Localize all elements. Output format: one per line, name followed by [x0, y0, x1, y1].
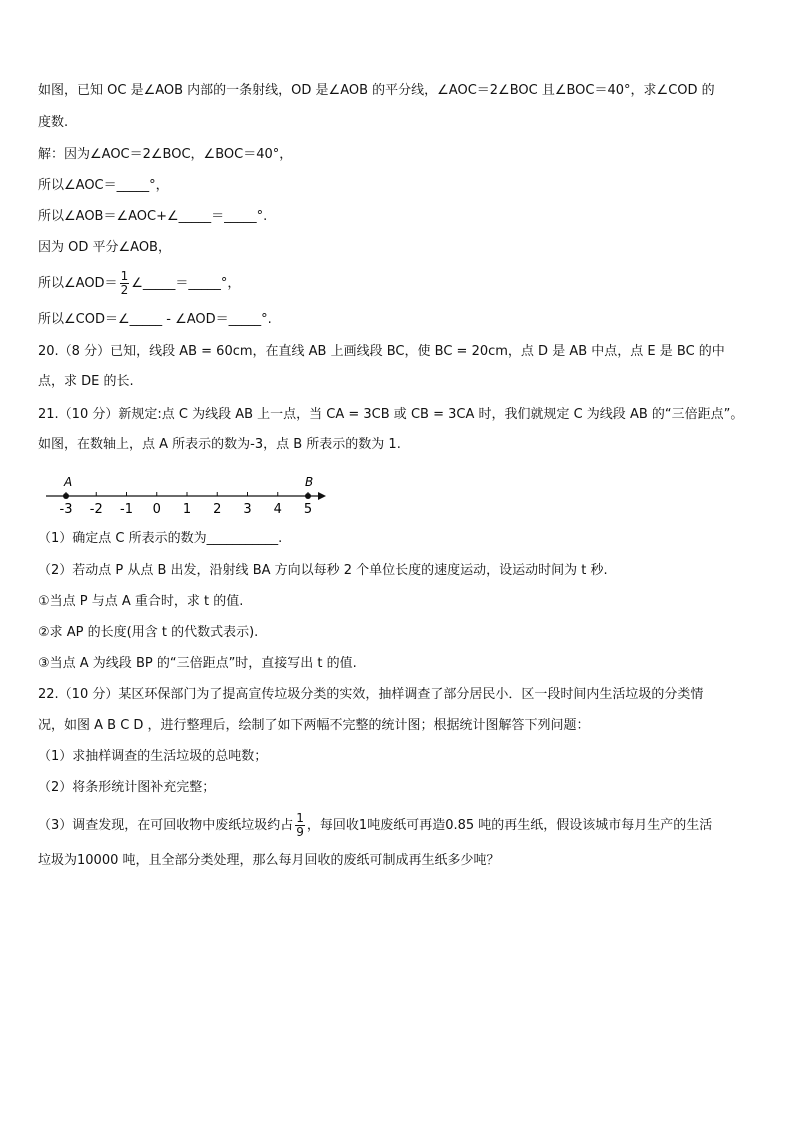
q19-step-5-post: ∠_____＝_____°，: [131, 276, 241, 291]
q21-sub-2: （2）若动点 P 从点 B 出发，沿射线 BA 方向以每秒 2 个单位长度的速度运动，设运动时间为 t 秒.: [38, 563, 608, 578]
number-line-tick-label: 0: [152, 502, 161, 517]
q19-line-2: 度数.: [38, 115, 69, 130]
q22-sub-1: （1）求抽样调查的生活垃圾的总吨数；: [38, 749, 268, 764]
q19-step-4: 因为 OD 平分∠AOB，: [38, 240, 171, 255]
number-line-tick-label: 1: [182, 502, 192, 517]
number-line-tick-label: -2: [89, 502, 103, 517]
q22-sub-2: （2）将条形统计图补充完整；: [38, 780, 216, 795]
fraction-denominator: 2: [120, 283, 129, 297]
number-line-tick-label: -3: [59, 502, 73, 517]
q22-sub-3-pre: （3）调查发现，在可回收物中废纸垃圾约占: [38, 818, 294, 833]
fraction-numerator: 1: [296, 811, 304, 825]
q20-line-2: 点，求 DE 的长.: [38, 374, 134, 389]
number-line: [38, 472, 338, 518]
q19-step-3: 所以∠AOB＝∠AOC+∠_____＝_____°.: [38, 209, 268, 224]
point-b-label: B: [305, 475, 314, 489]
q20-line-1: 20.（8 分）已知，线段 AB = 60cm，在直线 AB 上画线段 BC，使 BC = 20cm，点 D 是 AB 中点，点 E 是 BC 的中: [38, 344, 725, 359]
point-a-dot: [63, 493, 69, 499]
q22-sub-3: [38, 812, 712, 839]
q21-line-1: 21.（10 分）新规定:点 C 为线段 AB 上一点，当 CA = 3CB 或 CB = 3CA 时，我们就规定 C 为线段 AB 的“三倍距点”。: [38, 407, 744, 422]
q19-step-1: 解：因为∠AOC＝2∠BOC，∠BOC＝40°，: [38, 147, 293, 162]
q22-line-2: 况，如图 A B C D ，进行整理后，绘制了如下两幅不完整的统计图；根据统计图解答下列问题：: [38, 718, 590, 733]
fraction-numerator: 1: [120, 269, 129, 283]
q21-sub-2c: ③当点 A 为线段 BP 的“三倍距点”时，直接写出 t 的值.: [38, 656, 357, 671]
q21-sub-1: （1）确定点 C 所表示的数为___________.: [38, 531, 283, 546]
point-a-label: A: [64, 475, 73, 489]
number-line-tick-label: -1: [120, 502, 133, 517]
half-fraction: [120, 270, 130, 297]
point-b-dot: [305, 493, 311, 499]
q22-sub-3-post: ，每回收1吨废纸可再造0.85 吨的再生纸，假设该城市每月生产的生活: [306, 818, 713, 833]
number-line-tick-label: 4: [273, 502, 282, 517]
q22-line-1: 22.（10 分）某区环保部门为了提高宣传垃圾分类的实效，抽样调查了部分居民小．区一段时间内生活垃圾的分类情: [38, 687, 704, 702]
q19-step-2: 所以∠AOC＝_____°，: [38, 178, 169, 193]
number-line-tick-label: 2: [213, 502, 222, 517]
q21-sub-2a: ①当点 P 与点 A 重合时，求 t 的值.: [38, 594, 244, 609]
arrow-right-icon: [318, 492, 326, 500]
q21-line-2: 如图，在数轴上，点 A 所表示的数为-3，点 B 所表示的数为 1.: [38, 437, 401, 452]
q22-sub-3-line-2: 垃圾为10000 吨，且全部分类处理，那么每月回收的废纸可制成再生纸多少吨？: [38, 853, 500, 868]
ninth-fraction: [295, 812, 305, 839]
q19-step-5-pre: 所以∠AOD＝: [38, 276, 118, 291]
q19-step-5: [38, 270, 240, 297]
fraction-denominator: 9: [296, 825, 304, 839]
number-line-tick-label: 5: [303, 502, 313, 517]
q21-sub-2b: ②求 AP 的长度(用含 t 的代数式表示).: [38, 625, 259, 640]
q19-line-1: 如图，已知 OC 是∠AOB 内部的一条射线，OD 是∠AOB 的平分线，∠AOC＝2∠BOC 且∠BOC＝40°，求∠COD 的: [38, 83, 715, 98]
q19-step-6: 所以∠COD＝∠_____ - ∠AOD＝_____°.: [38, 312, 272, 327]
number-line-tick-label: 3: [243, 502, 252, 517]
